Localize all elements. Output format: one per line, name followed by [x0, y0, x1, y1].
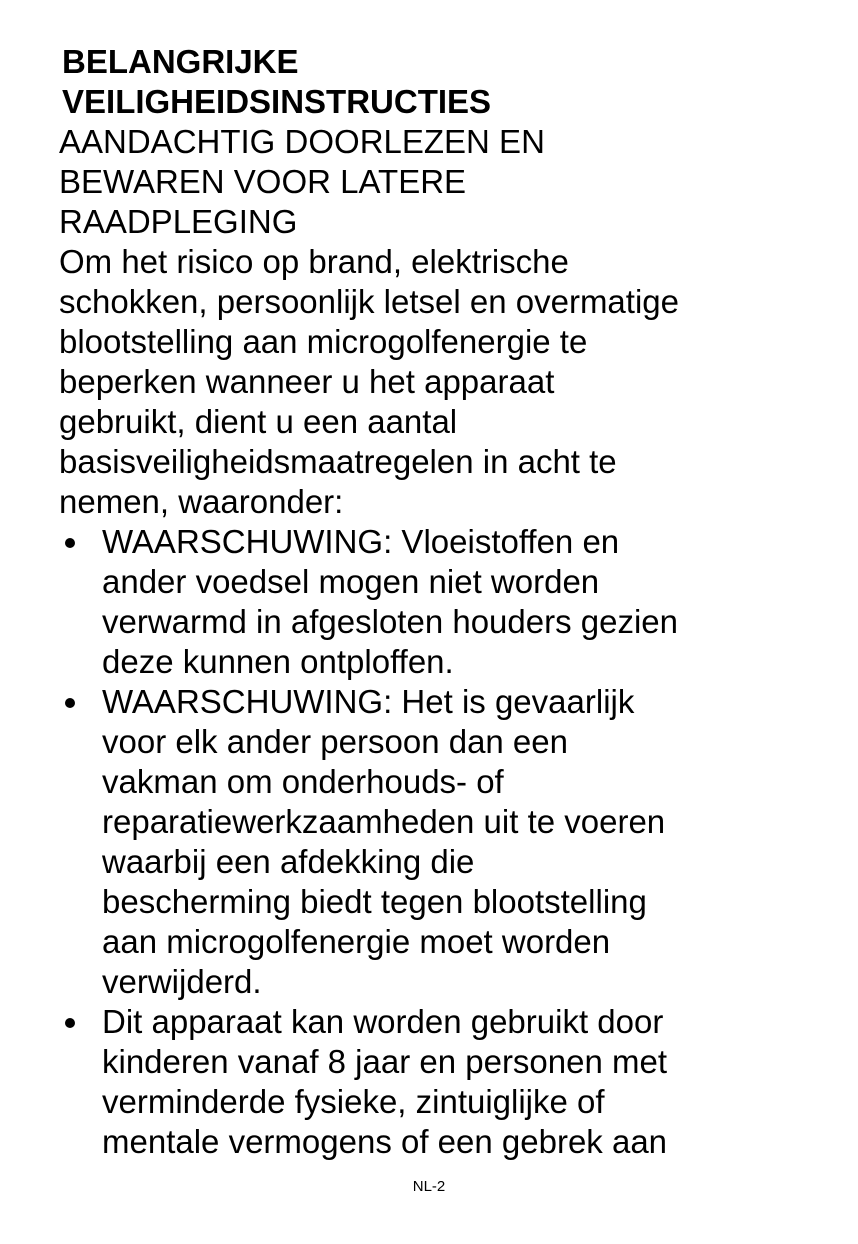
bullet-line: deze kunnen ontploffen.: [102, 643, 454, 680]
bullet-line: waarbij een afdekking die: [102, 843, 475, 880]
intro-line: basisveiligheidsmaatregelen in acht te: [59, 443, 617, 480]
bullet-icon: [65, 698, 75, 708]
bullet-line: WAARSCHUWING: Het is gevaarlijk: [102, 683, 635, 720]
bullet-line: verwijderd.: [102, 963, 262, 1000]
page-number: NL-2: [412, 1178, 446, 1195]
bullet-item-children-usage: [59, 1002, 799, 1162]
bullet-line: aan microgolfenergie moet worden: [102, 923, 611, 960]
bullet-line: ander voedsel mogen niet worden: [102, 563, 600, 600]
bullet-icon: [65, 538, 75, 548]
heading-line: VEILIGHEIDSINSTRUCTIES: [62, 83, 492, 120]
bullet-line: vakman om onderhouds- of: [102, 763, 504, 800]
intro-line: gebruikt, dient u een aantal: [59, 403, 458, 440]
intro-line: blootstelling aan microgolfenergie te: [59, 323, 588, 360]
safety-bullet-list: [59, 522, 799, 1162]
bullet-line: verminderde fysieke, zintuiglijke of: [102, 1083, 605, 1120]
heading-line: BELANGRIJKE: [62, 43, 299, 80]
intro-line: beperken wanneer u het apparaat: [59, 363, 555, 400]
intro-line: Om het risico op brand, elektrische: [59, 243, 569, 280]
intro-line: nemen, waaronder:: [59, 483, 344, 520]
page-content: [59, 42, 799, 1162]
bullet-line: WAARSCHUWING: Vloeistoffen en: [102, 523, 620, 560]
bullet-line: Dit apparaat kan worden gebruikt door: [102, 1003, 664, 1040]
bullet-line: voor elk ander persoon dan een: [102, 723, 568, 760]
bullet-line: kinderen vanaf 8 jaar en personen met: [102, 1043, 668, 1080]
subheading-line: AANDACHTIG DOORLEZEN EN: [59, 123, 545, 160]
bullet-item-maintenance-warning: [59, 682, 799, 1002]
bullet-icon: [65, 1018, 75, 1028]
intro-line: schokken, persoonlijk letsel en overmatige: [59, 283, 679, 320]
subheading-line: RAADPLEGING: [59, 203, 298, 240]
bullet-item-liquids-warning: [59, 522, 799, 682]
read-and-keep-notice: [59, 122, 799, 242]
bullet-line: mentale vermogens of een gebrek aan: [102, 1123, 668, 1160]
bullet-line: bescherming biedt tegen blootstelling: [102, 883, 647, 920]
bullet-line: verwarmd in afgesloten houders gezien: [102, 603, 679, 640]
safety-heading: [59, 42, 799, 122]
bullet-line: reparatiewerkzaamheden uit te voeren: [102, 803, 666, 840]
subheading-line: BEWAREN VOOR LATERE: [59, 163, 467, 200]
intro-paragraph: [59, 242, 799, 522]
